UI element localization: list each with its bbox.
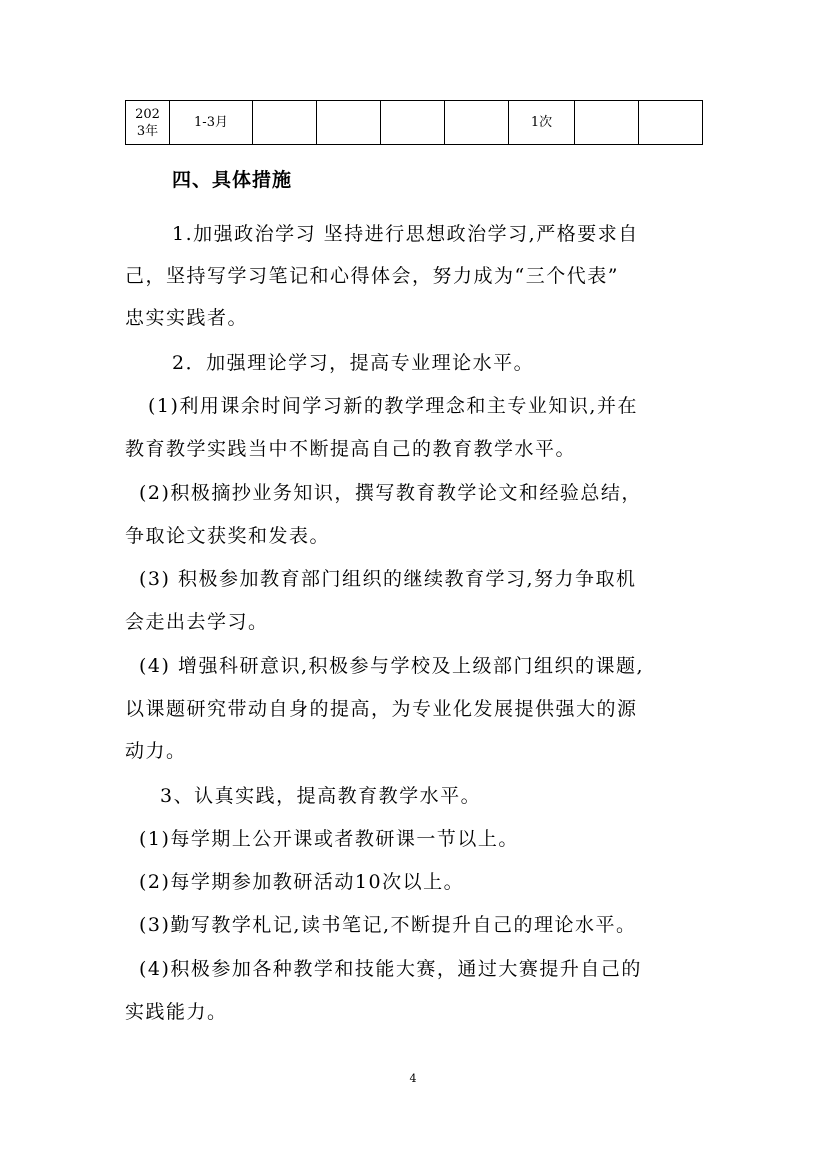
section-heading: 四、具体措施 [172,169,293,191]
table-cell-months: 1-3月 [170,101,253,145]
table-cell-empty [381,101,445,145]
table-cell-empty [639,101,703,145]
text-line: (1)每学期上公开课或者教研课一节以上。 [139,828,519,850]
text-line: 会走出去学习。 [125,611,269,633]
paragraph-item-2-cont [125,515,330,557]
text-line: 2．加强理论学习，提高专业理论水平。 [172,352,535,374]
paragraph-practice-item-3 [139,904,637,946]
text-line: (4) 增强科研意识,积极参与学校及上级部门组织的课题, [139,655,645,677]
paragraph-practice-item-4-cont [125,991,228,1033]
text-line: 1.加强政治学习 坚持进行思想政治学习,严格要求自 [172,223,639,245]
paragraph-item-1-cont [125,428,576,470]
text-line: 教育教学实践当中不断提高自己的教育教学水平。 [125,438,577,460]
table-cell-empty [575,101,639,145]
paragraph-political-study [172,213,639,255]
text-line: (1)利用课余时间学习新的教学理念和主专业知识,并在 [148,395,638,417]
paragraph-item-4 [139,645,644,687]
text-line: (2)每学期参加教研活动10次以上。 [139,871,465,893]
paragraph-practice-item-1 [139,818,519,860]
text-line: 己，坚持写学习笔记和心得体会，努力成为“三个代表” [125,265,619,287]
paragraph-item-3 [139,558,637,600]
text-line: 实践能力。 [125,1001,228,1023]
text-line: 以课题研究带动自身的提高，为专业化发展提供强大的源 [125,698,638,720]
table-cell-empty [253,101,317,145]
paragraph-item-4-cont [125,688,638,772]
table-cell-empty [445,101,509,145]
text-line: 忠实实践者。 [125,307,249,329]
page-number: 4 [409,1072,417,1085]
paragraph-item-3-cont [125,601,269,643]
paragraph-practice [160,775,481,817]
text-line: 3、认真实践，提高教育教学水平。 [160,785,482,807]
text-line: (3)勤写教学札记,读书笔记,不断提升自己的理论水平。 [139,914,637,936]
year-text: 2023年 [135,106,160,139]
text-line: 动力。 [125,740,187,762]
paragraph-theory-study [172,342,534,384]
paragraph-item-1 [148,385,638,427]
paragraph-practice-item-4 [139,948,642,990]
plan-table [125,100,703,145]
text-line: (4)积极参加各种教学和技能大赛，通过大赛提升自己的 [139,958,642,980]
text-line: 争取论文获奖和发表。 [125,525,331,547]
paragraph-practice-item-2 [139,861,464,903]
table-cell-count: 1次 [509,101,575,145]
table-cell-year [126,101,170,145]
table-cell-empty [317,101,381,145]
paragraph-item-2 [139,472,642,514]
paragraph-political-study-cont [125,255,619,339]
text-line: (2)积极摘抄业务知识，撰写教育教学论文和经验总结， [139,482,642,504]
table-row [126,101,703,145]
text-line: (3) 积极参加教育部门组织的继续教育学习,努力争取机 [139,568,637,590]
